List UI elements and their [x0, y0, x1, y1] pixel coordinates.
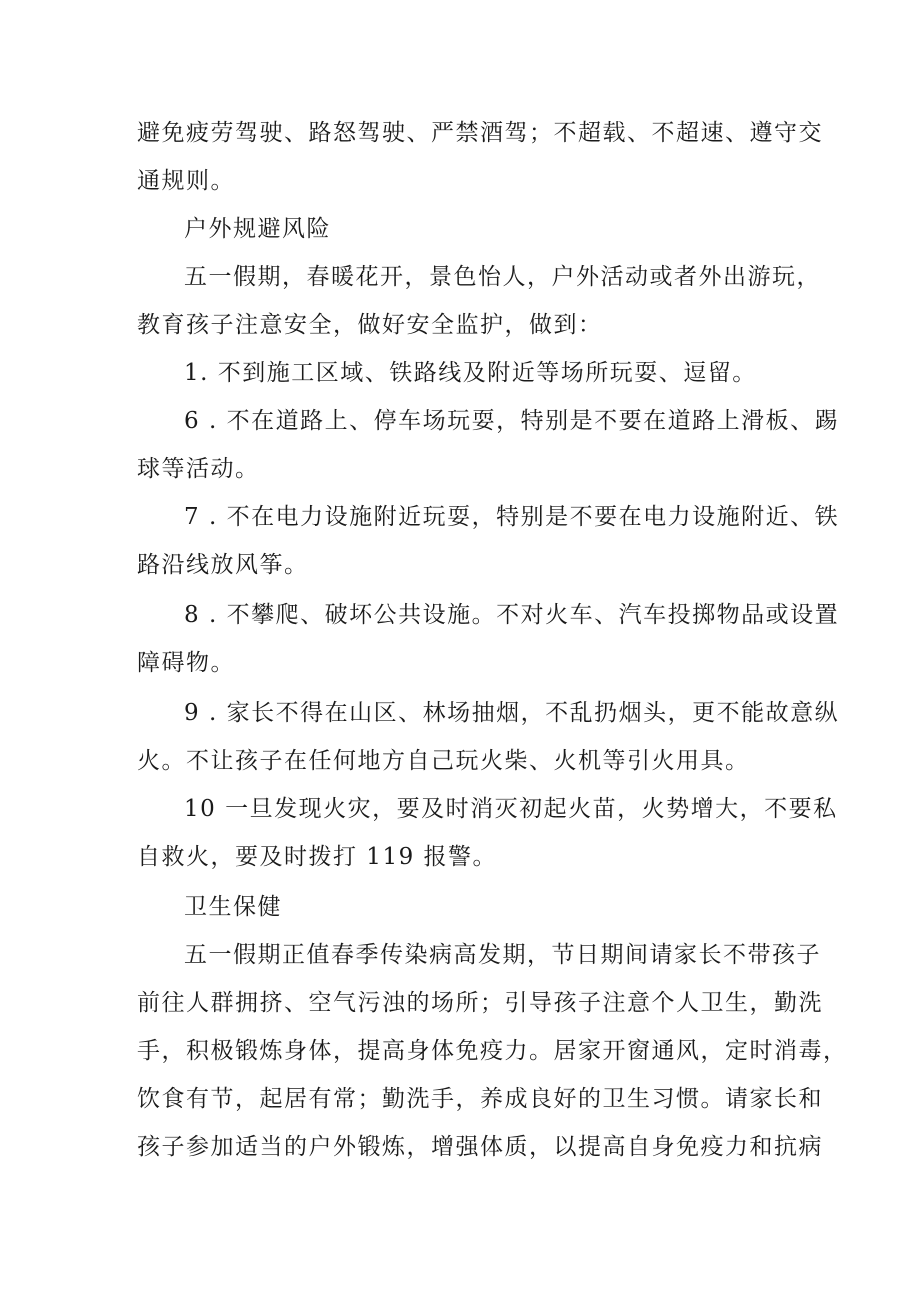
list-item: 9 . 家长不得在山区、林场抽烟，不乱扔烟头，更不能故意纵 [184, 700, 840, 726]
list-item: 1. 不到施工区域、铁路线及附近等场所玩耍、逗留。 [184, 360, 757, 386]
text-line: 教育孩子注意安全，做好安全监护，做到： [137, 312, 603, 338]
text-line: 避免疲劳驾驶、路怒驾驶、严禁酒驾；不超载、不超速、遵守交 [137, 120, 823, 146]
text-line: 五一假期正值春季传染病高发期，节日期间请家长不带孩子 [184, 942, 821, 968]
text-line: 前往人群拥挤、空气污浊的场所；引导孩子注意个人卫生，勤洗 [137, 990, 823, 1016]
section-heading: 户外规避风险 [184, 216, 331, 242]
list-item: 8 . 不攀爬、破坏公共设施。不对火车、汽车投掷物品或设置 [184, 602, 840, 628]
list-item: 10 一旦发现火灾，要及时消灭初起火苗，火势增大，不要私 [184, 796, 838, 822]
text-line: 孩子参加适当的户外锻炼，增强体质，以提高自身免疫力和抗病 [137, 1134, 823, 1160]
text-line: 五一假期，春暖花开，景色怡人，户外活动或者外出游玩， [184, 264, 821, 290]
list-item: 7 . 不在电力设施附近玩耍，特别是不要在电力设施附近、铁 [184, 504, 840, 530]
text-line: 火。不让孩子在任何地方自己玩火柴、火机等引火用具。 [137, 748, 750, 774]
text-line: 饮食有节，起居有常；勤洗手，养成良好的卫生习惯。请家长和 [137, 1086, 823, 1112]
text-line: 手，积极锻炼身体，提高身体免疫力。居家开窗通风，定时消毒， [137, 1038, 848, 1064]
section-heading: 卫生保健 [184, 894, 282, 920]
text-line: 障碍物。 [137, 650, 235, 676]
text-line: 通规则。 [137, 168, 235, 194]
text-line: 球等活动。 [137, 456, 260, 482]
text-line: 路沿线放风筝。 [137, 552, 309, 578]
text-line: 自救火，要及时拨打 119 报警。 [137, 844, 498, 870]
list-item: 6 . 不在道路上、停车场玩耍，特别是不要在道路上滑板、踢 [184, 408, 840, 434]
